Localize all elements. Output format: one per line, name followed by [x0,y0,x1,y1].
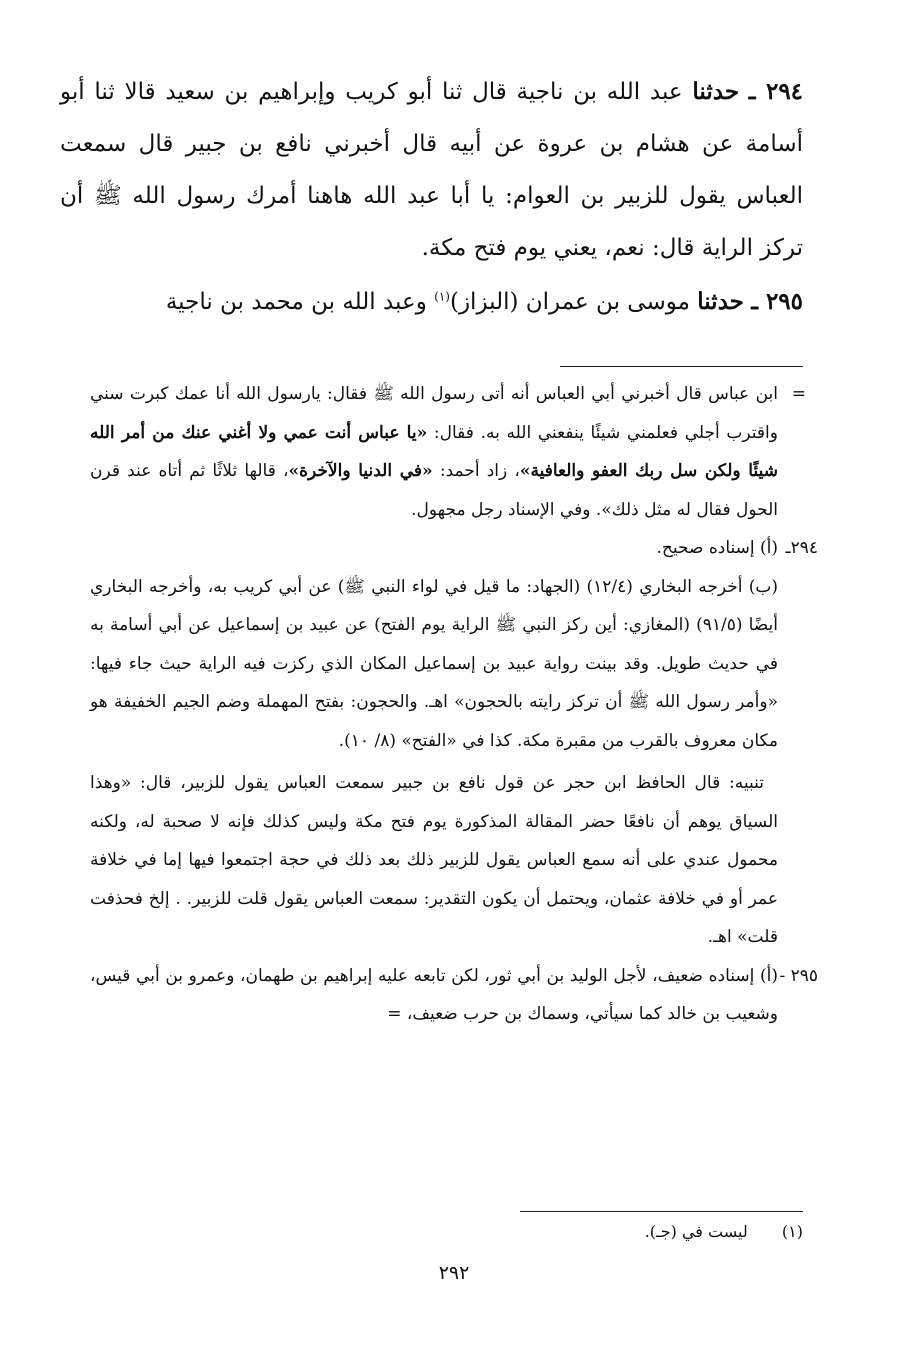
hadith-number: ٢٩٥ ـ [751,288,803,315]
note-294-b [90,568,778,761]
note-quote: «في الدنيا والآخرة» [288,461,433,481]
note-text: (أ) إسناده صحيح. [656,538,778,558]
note-text: ، زاد أحمد: [432,461,520,481]
hadith-295 [60,276,803,328]
note-label: ٢٩٤ـ [785,538,818,558]
continuation-marker: = [791,384,806,404]
footnote-divider [520,1211,803,1212]
notes-divider [560,366,803,367]
main-text [60,66,803,328]
note-text: (أ) إسناده ضعيف، لأجل الوليد بن أبي ثور، لكن تابعه عليه إبراهيم بن طهمان، وعمرو بن أبي قيس، وشعيب بن خالد كما سيأتي، وسماك بن حرب ضعيف، = [90,965,778,1024]
note-294-a [90,529,818,568]
note-text: (ب) أخرجه البخاري (١٢/٤) (الجهاد: ما قيل في لواء النبي ﷺ) عن أبي كريب به، وأخرجه البخاري أيضًا (٩١/٥) (المغازي: أين ركز النبي ﷺ الراية يوم الفتح) عن عبيد بن إسماعيل عن أبي أسامة به في حديث طويل. وقد بينت رواية عبيد بن إسماعيل المكان الذي ركزت فيه الراية حيث جاء فيها: «وأمر رسول الله ﷺ أن تركز رايته بالحجون» اهـ. والحجون: بفتح المهملة وضم الجيم الخفيفة هو مكان معروف بالقرب من مقبرة مكة. كذا في «الفتح» (٨/ ١٠). [90,576,778,751]
commentary-notes [90,375,818,1034]
note-quote: «يا عباس أنت عمي ولا أغني عنك من أمر الله شيئًا ولكن سل ربك العفو والعافية» [90,422,778,481]
note-295-a [90,957,818,1034]
hadith-number: ٢٩٤ ـ [748,78,804,105]
hadith-body-cont: وعبد الله بن محمد بن ناجية [165,289,435,315]
footnote-text: ليست في (جـ). [644,1222,748,1241]
footnote [300,1218,803,1246]
note-label: ٢٩٥ - [779,965,818,986]
note-text: ابن عباس قال أخبرني أبي العباس أنه أتى رسول الله ﷺ فقال: يارسول الله أنا عمك كبرت سني واقترب أجلي فعلمني شيئًا ينفعني الله به. فقال: [90,384,778,443]
hadith-lead: حدثنا [692,78,740,105]
note-continuation [90,375,806,529]
note-text: ، قالها ثلاثًا ثم أتاه عند قرن الحول فقال له مثل ذلك». وفي الإسناد رجل مجهول. [90,461,778,520]
hadith-lead: حدثنا [697,288,744,315]
hadith-294 [60,66,803,274]
footnote-ref: (١) [434,289,450,304]
footnote-number: (١) [781,1222,803,1241]
hadith-body: عبد الله بن ناجية قال ثنا أبو كريب وإبراهيم بن سعيد قالا ثنا أبو أسامة عن هشام بن عروة عن أبيه قال أخبرني نافع بن جبير قال سمعت العباس يقول للزبير بن العوام: يا أبا عبد الله هاهنا أمرك رسول الله ﷺ أن تركز الراية قال: نعم، يعني يوم فتح مكة. [60,79,803,261]
hadith-body: موسى بن عمران (البزاز) [449,289,690,315]
page-number: ٢٩٢ [438,1262,470,1284]
note-text: تنبيه: قال الحافظ ابن حجر عن قول نافع بن جبير سمعت العباس يقول للزبير، قال: «وهذا السياق يوهم أن نافعًا حضر المقالة المذكورة يوم فتح مكة وليس كذلك فإنه لا صحبة له، ولكنه محمول عندي على أنه سمع العباس يقول للزبير ذلك بعد ذلك في حجة اجتمعوا فيها إما في خلافة عمر أو في خلافة عثمان، ويحتمل أن يكون التقدير: سمعت العباس يقول قلت للزبير. . إلخ فحذفت قلت» اهـ. [90,773,778,947]
note-tanbih [90,764,778,957]
